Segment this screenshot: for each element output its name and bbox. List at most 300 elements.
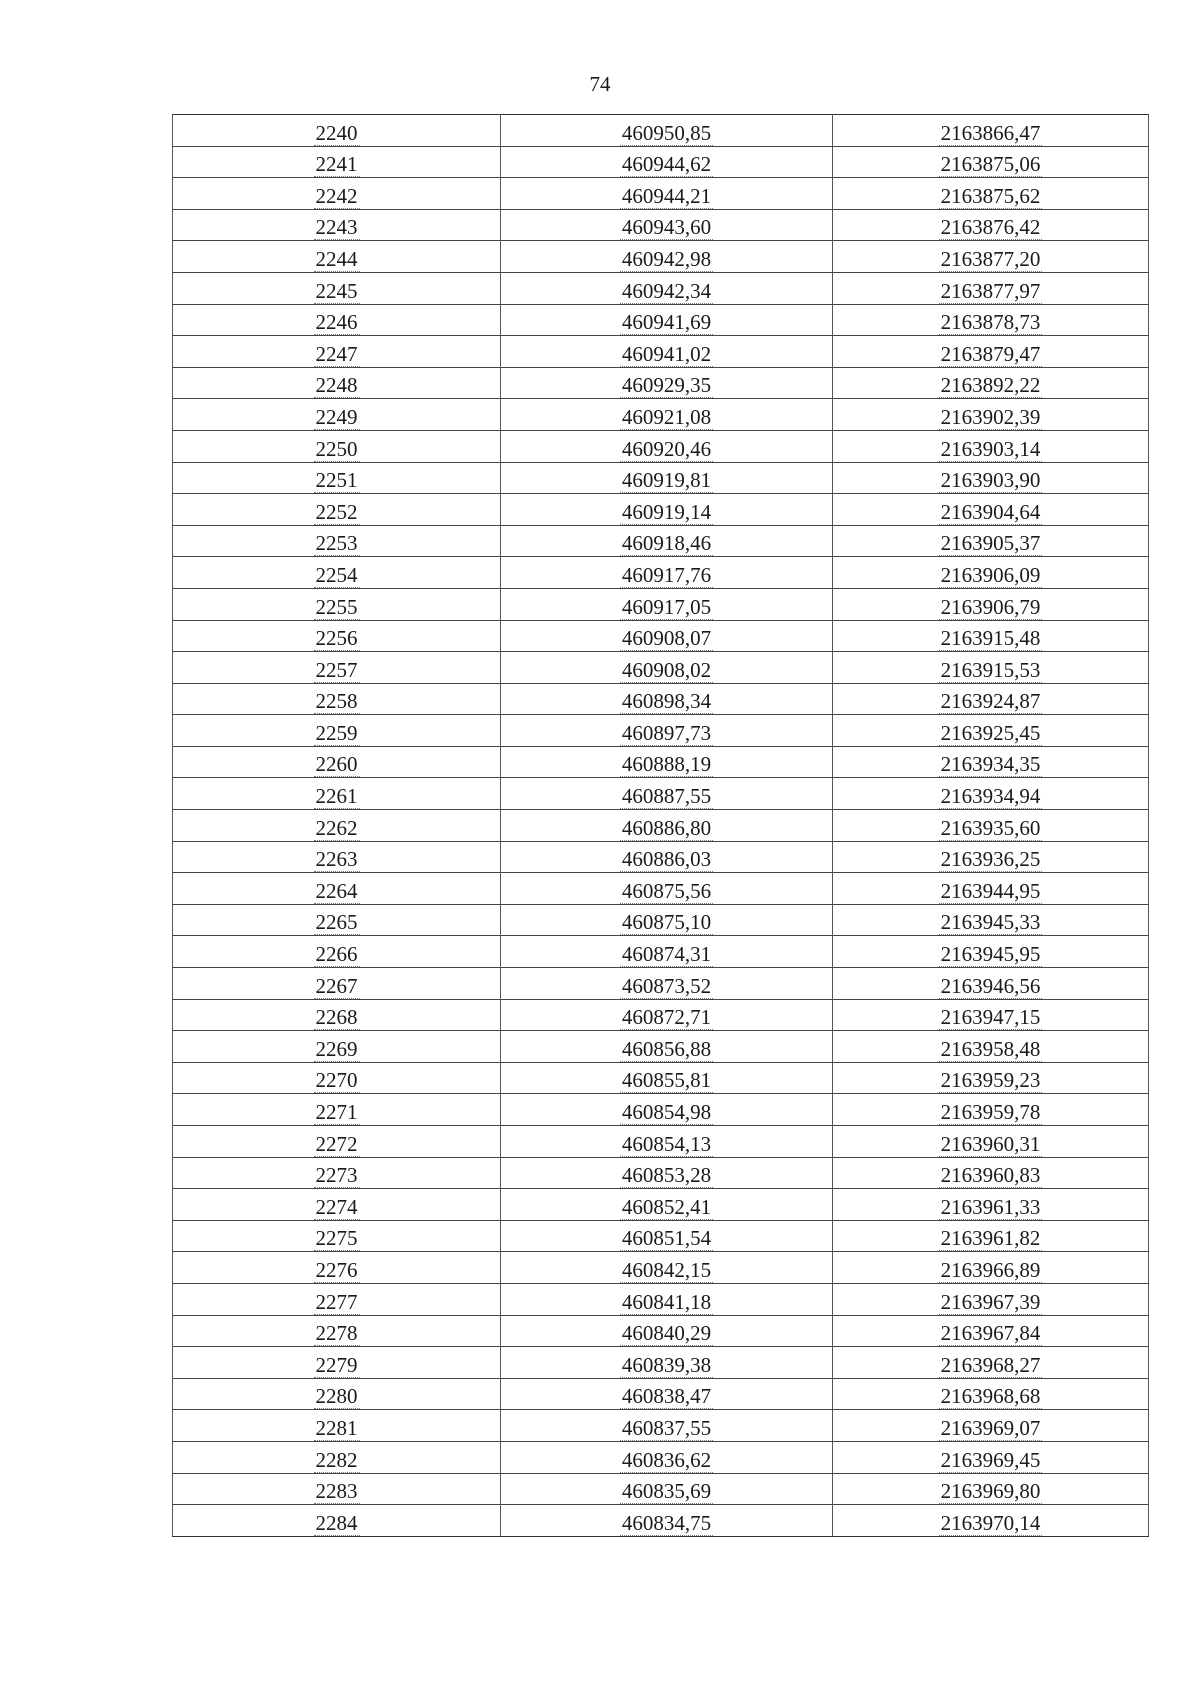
point-number-cell [173,1094,501,1126]
y-coordinate-cell [833,1441,1149,1473]
y-coordinate-cell [833,115,1149,147]
point-number-cell [173,620,501,652]
point-number-cell [173,1031,501,1063]
cell-value: 2268 [315,1005,358,1030]
cell-value: 460873,52 [621,973,712,998]
point-number-cell [173,336,501,368]
cell-value: 2253 [315,531,358,556]
x-coordinate-cell [501,968,833,1000]
x-coordinate-cell [501,304,833,336]
x-coordinate-cell [501,241,833,273]
cell-value: 2255 [315,594,358,619]
cell-value: 460920,46 [621,436,712,461]
x-coordinate-cell [501,1473,833,1505]
point-number-cell [173,1126,501,1158]
cell-value: 460841,18 [621,1289,712,1314]
cell-value: 460917,76 [621,562,712,587]
table-row [173,1347,1149,1379]
table-row [173,1473,1149,1505]
table-row [173,683,1149,715]
cell-value: 460854,13 [621,1131,712,1156]
x-coordinate-cell [501,841,833,873]
page-number: 74 [589,72,611,96]
point-number-cell [173,430,501,462]
cell-value: 2163946,56 [940,973,1041,998]
y-coordinate-cell [833,588,1149,620]
y-coordinate-cell [833,146,1149,178]
x-coordinate-cell [501,652,833,684]
cell-value: 2163935,60 [940,815,1041,840]
table-row [173,115,1149,147]
y-coordinate-cell [833,430,1149,462]
table-row [173,399,1149,431]
cell-value: 2260 [315,752,358,777]
cell-value: 2261 [315,784,358,809]
point-number-cell [173,715,501,747]
cell-value: 2266 [315,942,358,967]
cell-value: 460854,98 [621,1100,712,1124]
cell-value: 460919,81 [621,468,712,493]
cell-value: 460921,08 [621,404,712,429]
point-number-cell [173,1378,501,1410]
point-number-cell [173,1347,501,1379]
table-row [173,841,1149,873]
cell-value: 2163966,89 [940,1257,1041,1282]
cell-value: 2243 [315,215,358,240]
cell-value: 460839,38 [621,1352,712,1377]
cell-value: 460908,02 [621,657,712,682]
cell-value: 2163967,39 [940,1289,1041,1314]
point-number-cell [173,1505,501,1537]
cell-value: 2278 [315,1321,358,1346]
cell-value: 460887,55 [621,784,712,809]
table-row [173,304,1149,336]
y-coordinate-cell [833,904,1149,936]
cell-value: 460853,28 [621,1163,712,1188]
x-coordinate-cell [501,367,833,399]
cell-value: 460941,02 [621,341,712,366]
y-coordinate-cell [833,399,1149,431]
cell-value: 460872,71 [621,1005,712,1030]
x-coordinate-cell [501,588,833,620]
cell-value: 460888,19 [621,752,712,777]
x-coordinate-cell [501,1378,833,1410]
point-number-cell [173,367,501,399]
cell-value: 2276 [315,1257,358,1282]
cell-value: 460875,10 [621,910,712,935]
point-number-cell [173,810,501,842]
y-coordinate-cell [833,841,1149,873]
x-coordinate-cell [501,1283,833,1315]
cell-value: 2163934,35 [940,752,1041,777]
point-number-cell [173,525,501,557]
y-coordinate-cell [833,525,1149,557]
cell-value: 2275 [315,1226,358,1251]
x-coordinate-cell [501,1094,833,1126]
point-number-cell [173,1315,501,1347]
table-row [173,494,1149,526]
cell-value: 2242 [315,183,358,208]
cell-value: 2163961,82 [940,1226,1041,1251]
point-number-cell [173,683,501,715]
table-row [173,146,1149,178]
x-coordinate-cell [501,1410,833,1442]
cell-value: 2163906,79 [940,594,1041,619]
point-number-cell [173,968,501,1000]
y-coordinate-cell [833,304,1149,336]
cell-value: 2163936,25 [940,847,1041,872]
y-coordinate-cell [833,1410,1149,1442]
point-number-cell [173,209,501,241]
table-row [173,746,1149,778]
point-number-cell [173,1220,501,1252]
x-coordinate-cell [501,1062,833,1094]
cell-value: 2247 [315,341,358,366]
cell-value: 2163906,09 [940,562,1041,587]
point-number-cell [173,178,501,210]
table-row [173,1189,1149,1221]
point-number-cell [173,1062,501,1094]
cell-value: 2163944,95 [940,878,1041,903]
cell-value: 2163969,80 [940,1479,1041,1504]
cell-value: 2272 [315,1131,358,1156]
y-coordinate-cell [833,715,1149,747]
cell-value: 460929,35 [621,373,712,398]
table-row [173,367,1149,399]
x-coordinate-cell [501,272,833,304]
point-number-cell [173,1189,501,1221]
y-coordinate-cell [833,178,1149,210]
table-row [173,873,1149,905]
x-coordinate-cell [501,1505,833,1537]
table-row [173,1252,1149,1284]
x-coordinate-cell [501,209,833,241]
y-coordinate-cell [833,1347,1149,1379]
point-number-cell [173,652,501,684]
cell-value: 460856,88 [621,1036,712,1061]
point-number-cell [173,115,501,147]
cell-value: 2240 [315,120,358,145]
cell-value: 2280 [315,1384,358,1409]
y-coordinate-cell [833,620,1149,652]
cell-value: 2163960,31 [940,1131,1041,1156]
y-coordinate-cell [833,1252,1149,1284]
cell-value: 460855,81 [621,1068,712,1093]
cell-value: 460898,34 [621,689,712,714]
cell-value: 2163875,06 [940,152,1041,177]
cell-value: 460942,34 [621,278,712,303]
x-coordinate-cell [501,1252,833,1284]
x-coordinate-cell [501,1220,833,1252]
x-coordinate-cell [501,873,833,905]
cell-value: 2163866,47 [940,120,1041,145]
table-row [173,241,1149,273]
cell-value: 2281 [315,1415,358,1440]
cell-value: 2264 [315,878,358,903]
table-row [173,178,1149,210]
cell-value: 2163959,78 [940,1100,1041,1124]
point-number-cell [173,399,501,431]
cell-value: 2163945,33 [940,910,1041,935]
table-row [173,1441,1149,1473]
table-row [173,1157,1149,1189]
point-number-cell [173,936,501,968]
y-coordinate-cell [833,336,1149,368]
point-number-cell [173,1283,501,1315]
x-coordinate-cell [501,746,833,778]
table-row [173,999,1149,1031]
cell-value: 2258 [315,689,358,714]
cell-value: 2244 [315,246,358,271]
table-row [173,588,1149,620]
y-coordinate-cell [833,1189,1149,1221]
cell-value: 2163904,64 [940,499,1041,524]
cell-value: 2163892,22 [940,373,1041,398]
table-row [173,620,1149,652]
x-coordinate-cell [501,462,833,494]
table-row [173,1378,1149,1410]
x-coordinate-cell [501,430,833,462]
cell-value: 2271 [315,1100,358,1124]
cell-value: 2273 [315,1163,358,1188]
table-row [173,209,1149,241]
y-coordinate-cell [833,968,1149,1000]
cell-value: 460944,21 [621,183,712,208]
x-coordinate-cell [501,683,833,715]
cell-value: 2163905,37 [940,531,1041,556]
x-coordinate-cell [501,557,833,589]
cell-value: 2241 [315,152,358,177]
point-number-cell [173,999,501,1031]
point-number-cell [173,146,501,178]
cell-value: 460851,54 [621,1226,712,1251]
cell-value: 460943,60 [621,215,712,240]
cell-value: 2263 [315,847,358,872]
table-row [173,1410,1149,1442]
y-coordinate-cell [833,778,1149,810]
cell-value: 2163877,97 [940,278,1041,303]
y-coordinate-cell [833,1315,1149,1347]
cell-value: 2256 [315,626,358,651]
x-coordinate-cell [501,1441,833,1473]
point-number-cell [173,1441,501,1473]
cell-value: 2163961,33 [940,1194,1041,1219]
y-coordinate-cell [833,999,1149,1031]
y-coordinate-cell [833,1283,1149,1315]
cell-value: 2282 [315,1447,358,1472]
cell-value: 2283 [315,1479,358,1504]
x-coordinate-cell [501,115,833,147]
cell-value: 460842,15 [621,1257,712,1282]
cell-value: 2163875,62 [940,183,1041,208]
cell-value: 2163967,84 [940,1321,1041,1346]
cell-value: 2163960,83 [940,1163,1041,1188]
y-coordinate-cell [833,1094,1149,1126]
coordinates-table-body [173,115,1149,1537]
cell-value: 2270 [315,1068,358,1093]
y-coordinate-cell [833,209,1149,241]
cell-value: 2163924,87 [940,689,1041,714]
x-coordinate-cell [501,146,833,178]
cell-value: 2163878,73 [940,310,1041,335]
table-row [173,652,1149,684]
cell-value: 2250 [315,436,358,461]
table-row [173,778,1149,810]
y-coordinate-cell [833,1473,1149,1505]
cell-value: 2274 [315,1194,358,1219]
cell-value: 2277 [315,1289,358,1314]
y-coordinate-cell [833,936,1149,968]
x-coordinate-cell [501,336,833,368]
cell-value: 460942,98 [621,246,712,271]
cell-value: 2163903,14 [940,436,1041,461]
cell-value: 2163925,45 [940,720,1041,745]
table-row [173,462,1149,494]
cell-value: 2163945,95 [940,942,1041,967]
cell-value: 2163877,20 [940,246,1041,271]
cell-value: 460941,69 [621,310,712,335]
point-number-cell [173,588,501,620]
y-coordinate-cell [833,683,1149,715]
table-row [173,1315,1149,1347]
cell-value: 2246 [315,310,358,335]
y-coordinate-cell [833,272,1149,304]
cell-value: 2245 [315,278,358,303]
cell-value: 460886,03 [621,847,712,872]
x-coordinate-cell [501,715,833,747]
cell-value: 460837,55 [621,1415,712,1440]
cell-value: 2163879,47 [940,341,1041,366]
table-row [173,430,1149,462]
point-number-cell [173,746,501,778]
table-row [173,1094,1149,1126]
x-coordinate-cell [501,1347,833,1379]
x-coordinate-cell [501,525,833,557]
table-row [173,715,1149,747]
cell-value: 460886,80 [621,815,712,840]
cell-value: 460836,62 [621,1447,712,1472]
y-coordinate-cell [833,810,1149,842]
x-coordinate-cell [501,1031,833,1063]
point-number-cell [173,557,501,589]
table-row [173,1220,1149,1252]
table-row [173,1062,1149,1094]
cell-value: 460918,46 [621,531,712,556]
coordinates-table [172,114,1149,1537]
cell-value: 2254 [315,562,358,587]
cell-value: 2163902,39 [940,404,1041,429]
table-row [173,336,1149,368]
x-coordinate-cell [501,494,833,526]
cell-value: 2163959,23 [940,1068,1041,1093]
cell-value: 2265 [315,910,358,935]
y-coordinate-cell [833,557,1149,589]
point-number-cell [173,873,501,905]
cell-value: 460875,56 [621,878,712,903]
y-coordinate-cell [833,1505,1149,1537]
cell-value: 2163969,45 [940,1447,1041,1472]
point-number-cell [173,1410,501,1442]
cell-value: 2249 [315,404,358,429]
x-coordinate-cell [501,178,833,210]
y-coordinate-cell [833,1126,1149,1158]
cell-value: 460897,73 [621,720,712,745]
cell-value: 460917,05 [621,594,712,619]
table-row [173,1031,1149,1063]
cell-value: 2163968,27 [940,1352,1041,1377]
x-coordinate-cell [501,1315,833,1347]
table-row [173,272,1149,304]
cell-value: 460852,41 [621,1194,712,1219]
point-number-cell [173,778,501,810]
y-coordinate-cell [833,1031,1149,1063]
point-number-cell [173,304,501,336]
y-coordinate-cell [833,746,1149,778]
cell-value: 460944,62 [621,152,712,177]
cell-value: 2163947,15 [940,1005,1041,1030]
cell-value: 2163876,42 [940,215,1041,240]
x-coordinate-cell [501,1189,833,1221]
y-coordinate-cell [833,462,1149,494]
cell-value: 2248 [315,373,358,398]
cell-value: 460835,69 [621,1479,712,1504]
point-number-cell [173,841,501,873]
table-row [173,968,1149,1000]
x-coordinate-cell [501,1157,833,1189]
cell-value: 460840,29 [621,1321,712,1346]
cell-value: 460950,85 [621,120,712,145]
cell-value: 460874,31 [621,942,712,967]
table-row [173,904,1149,936]
y-coordinate-cell [833,1220,1149,1252]
y-coordinate-cell [833,1378,1149,1410]
table-row [173,1126,1149,1158]
point-number-cell [173,462,501,494]
cell-value: 2163958,48 [940,1036,1041,1061]
x-coordinate-cell [501,810,833,842]
cell-value: 460834,75 [621,1510,712,1535]
x-coordinate-cell [501,399,833,431]
cell-value: 2163915,48 [940,626,1041,651]
x-coordinate-cell [501,1126,833,1158]
cell-value: 2259 [315,720,358,745]
table-row [173,525,1149,557]
y-coordinate-cell [833,241,1149,273]
point-number-cell [173,241,501,273]
y-coordinate-cell [833,367,1149,399]
y-coordinate-cell [833,494,1149,526]
cell-value: 2279 [315,1352,358,1377]
cell-value: 2163934,94 [940,784,1041,809]
table-row [173,1283,1149,1315]
cell-value: 2163903,90 [940,468,1041,493]
cell-value: 2284 [315,1510,358,1535]
y-coordinate-cell [833,1157,1149,1189]
cell-value: 2163969,07 [940,1415,1041,1440]
cell-value: 2251 [315,468,358,493]
cell-value: 2252 [315,499,358,524]
y-coordinate-cell [833,652,1149,684]
cell-value: 460919,14 [621,499,712,524]
point-number-cell [173,1252,501,1284]
x-coordinate-cell [501,936,833,968]
x-coordinate-cell [501,999,833,1031]
x-coordinate-cell [501,778,833,810]
cell-value: 2163970,14 [940,1510,1041,1535]
cell-value: 2257 [315,657,358,682]
x-coordinate-cell [501,620,833,652]
point-number-cell [173,494,501,526]
